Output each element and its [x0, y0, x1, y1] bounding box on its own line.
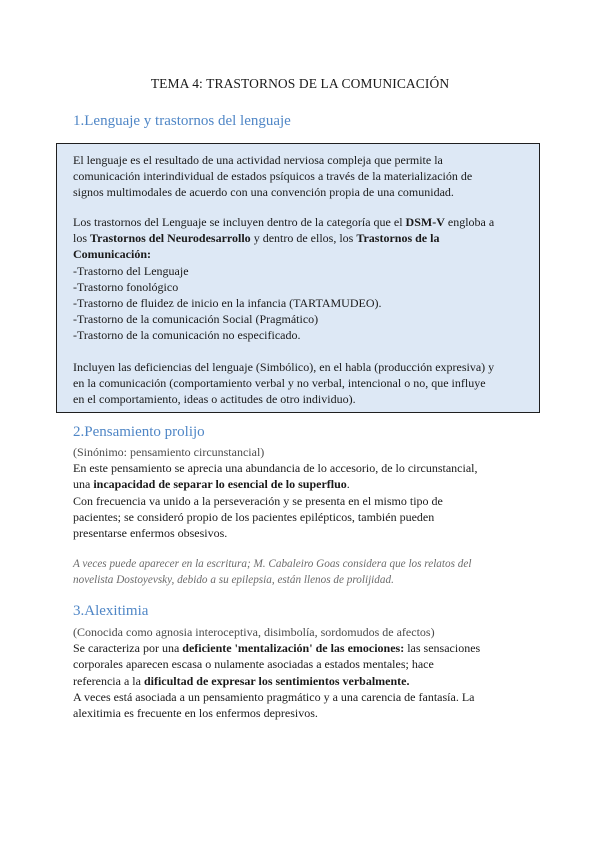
- text-run: las sensaciones: [404, 641, 481, 656]
- section-heading-pensamiento-prolijo: 2.Pensamiento prolijo: [73, 424, 205, 440]
- text-line: en la comunicación (comportamiento verbal y no verbal, intencional o no, que influye: [73, 376, 486, 391]
- text-line: comunicación interindividual de estados psíquicos a través de la materialización de: [73, 169, 473, 184]
- text-line: pacientes; se consideró propio de los pacientes epilépticos, también pueden: [73, 509, 435, 524]
- bold-dificultad: dificultad de expresar los sentimientos verbalmente.: [143, 673, 410, 688]
- text-line: [73, 673, 480, 689]
- list-item: -Trastorno fonológico: [73, 279, 179, 294]
- list-item: -Trastorno del Lenguaje: [73, 263, 189, 278]
- bold-incapacidad: incapacidad de separar lo esencial de lo superfluo: [93, 477, 347, 492]
- text-line: [73, 230, 494, 246]
- list-item: -Trastorno de la comunicación Social (Pragmático): [73, 312, 319, 327]
- section3-body: [73, 624, 480, 721]
- section2-body: [73, 444, 478, 541]
- text-line: El lenguaje es el resultado de una actividad nerviosa compleja que permite la: [73, 153, 443, 167]
- bold-trastornos-comunicacion: Trastornos de la: [356, 231, 440, 246]
- text-line: signos multimodales de acuerdo con una convención propia de una comunidad.: [73, 185, 454, 200]
- text-line: presentarse enfermos obsesivos.: [73, 526, 228, 541]
- text-line: [73, 214, 494, 230]
- text-line: En este pensamiento se aprecia una abundancia de lo accesorio, de lo circunstancial,: [73, 461, 478, 476]
- bold-dsm-v: DSM-V: [405, 215, 445, 229]
- list-item: -Trastorno de la comunicación no especificado.: [73, 328, 301, 343]
- italic-quote: [73, 556, 471, 588]
- synonym-note: (Sinónimo: pensamiento circunstancial): [73, 445, 265, 459]
- text-run: una: [73, 477, 94, 492]
- text-run: y dentro de ellos, los: [250, 231, 357, 246]
- text-run: Se caracteriza por una: [73, 641, 183, 656]
- text-run: los: [73, 231, 91, 246]
- box-paragraph-deficiencies: [73, 359, 494, 408]
- text-run: Los trastornos del Lenguaje se incluyen dentro de la categoría que el: [73, 215, 406, 229]
- list-item: -Trastorno de fluidez de inicio en la infancia (TARTAMUDEO).: [73, 296, 382, 311]
- bold-mentalizacion: deficiente 'mentalización' de las emociones:: [182, 641, 405, 656]
- text-line: novelista Dostoyevsky, debido a su epilepsia, están llenos de prolijidad.: [73, 574, 394, 587]
- text-line: corporales aparecen escasa o nulamente asociadas a estados mentales; hace: [73, 657, 434, 672]
- bold-neurodesarrollo: Trastornos del Neurodesarrollo: [90, 231, 251, 246]
- text-line: en el comportamiento, ideas o actitudes de otro individuo).: [73, 392, 356, 407]
- text-line: Con frecuencia va unido a la perseveración y se presenta en el mismo tipo de: [73, 493, 443, 508]
- text-line: A veces está asociada a un pensamiento pragmático y a una carencia de fantasía. La: [73, 689, 475, 704]
- text-line: Incluyen las deficiencias del lenguaje (Simbólico), en el habla (producción expresiva) y: [73, 360, 495, 374]
- bold-comunicacion: Comunicación:: [73, 247, 151, 262]
- text-run: .: [346, 477, 350, 492]
- text-line: [73, 640, 480, 656]
- box-paragraph-categories: [73, 214, 494, 344]
- text-line: A veces puede aparecer en la escritura; M. Cabaleiro Goas considera que los relatos del: [73, 558, 472, 570]
- section-heading-lenguaje: 1.Lenguaje y trastornos del lenguaje: [73, 113, 291, 129]
- text-run: engloba a: [444, 215, 495, 229]
- text-line: [73, 476, 478, 492]
- box-paragraph-definition: [73, 152, 472, 201]
- text-line: alexitimia es frecuente en los enfermos depresivos.: [73, 706, 318, 721]
- section-heading-alexitimia: 3.Alexitimia: [73, 603, 149, 619]
- text-run: referencia a la: [73, 673, 144, 688]
- aka-note: (Conocida como agnosia interoceptiva, disimbolía, sordomudos de afectos): [73, 625, 435, 639]
- page-title: TEMA 4: TRASTORNOS DE LA COMUNICACIÓN: [150, 76, 450, 91]
